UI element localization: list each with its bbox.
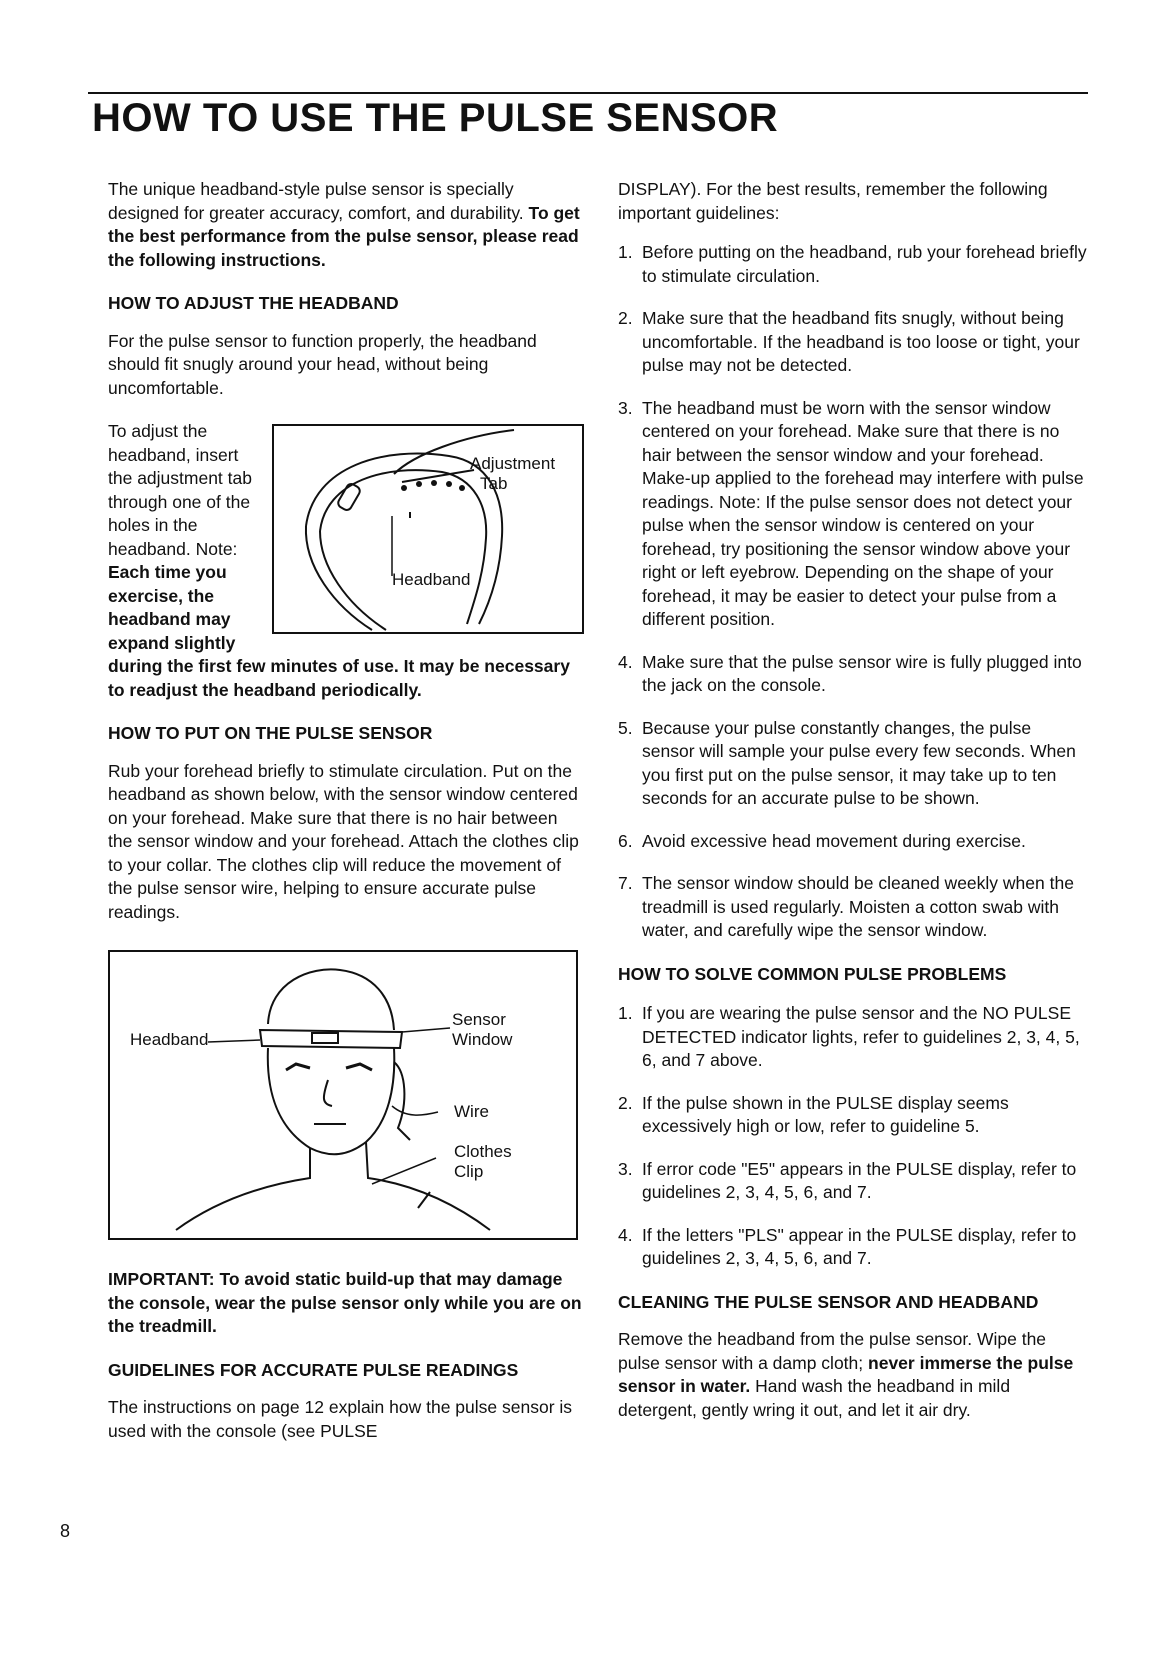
list-item: 4. If the letters "PLS" appear in the PULSE display, refer to guidelines 2, 3, 4, 5, 6, and 7.	[618, 1224, 1077, 1268]
list-item: 7. The sensor window should be cleaned weekly when the treadmill is used regularly. Moisten a cotton swab with water, and carefully wipe the sensor window.	[618, 873, 1074, 940]
page-title: HOW TO USE THE PULSE SENSOR	[92, 96, 779, 140]
adjust-figure-block	[108, 420, 584, 702]
page-number: 8	[60, 1521, 71, 1541]
guidelines-intro: The instructions on page 12 explain how the pulse sensor is used with the console (see PULSE	[108, 1397, 573, 1441]
put-on-paragraph: Rub your forehead briefly to stimulate circulation. Put on the headband as shown below, with the sensor window centered on your forehead. Make sure that there is no hair between the sensor window and your forehead. Attach the clothes clip to your collar. The clothes clip will reduce the movement of the pulse sensor wire, helping to ensure accurate pulse readings.	[108, 760, 579, 922]
sensor-wearing-figure	[108, 950, 578, 1240]
intro-text: The unique headband-style pulse sensor is specially designed for greater accuracy, comfort, and durability.	[108, 179, 524, 223]
heading-guidelines: GUIDELINES FOR ACCURATE PULSE READINGS	[108, 1359, 519, 1380]
list-item: 4. Make sure that the pulse sensor wire is fully plugged into the jack on the console.	[618, 651, 1082, 695]
heading-cleaning: CLEANING THE PULSE SENSOR AND HEADBAND	[618, 1291, 1039, 1312]
label-wire: Wire	[454, 1102, 489, 1121]
list-item: 6. Avoid excessive head movement during exercise.	[618, 830, 1026, 851]
cleaning-paragraph	[618, 1328, 1088, 1422]
label-adjustment: Adjustment	[470, 454, 556, 473]
label-tab: Tab	[480, 474, 508, 493]
list-item: 5. Because your pulse constantly changes, the pulse sensor will sample your pulse every few seconds. When you first put on the pulse sensor, it may take up to ten seconds for an accurate pulse to be shown.	[618, 717, 1076, 808]
cleaning-text-2: Hand wash the headband in mild detergent, gently wring it out, and let it air dry.	[618, 1376, 1011, 1420]
label-sensor: Sensor	[452, 1010, 506, 1029]
label-headband: Headband	[392, 570, 471, 589]
list-item: 3. If error code "E5" appears in the PULSE display, refer to guidelines 2, 3, 4, 5, 6, and 7.	[618, 1158, 1077, 1202]
person-with-sensor-illustration	[110, 952, 576, 1238]
adjust-note-bold: Each time you exercise, the headband may expand slightly during the first few minutes of use. It may be necessary to readjust the headband periodically.	[108, 562, 570, 700]
cleaning-warning-bold: never immerse the pulse sensor in water.	[618, 1352, 1074, 1396]
intro-paragraph	[108, 178, 584, 272]
adjust-instructions-text: To adjust the headband, insert the adjustment tab through one of the holes in the headband. Note:	[108, 421, 252, 559]
heading-pulse-problems: HOW TO SOLVE COMMON PULSE PROBLEMS	[618, 963, 1007, 984]
label-headband-2: Headband	[130, 1030, 209, 1049]
list-item: 2. Make sure that the headband fits snugly, without being uncomfortable. If the headband is too loose or tight, your pulse may not be detected.	[618, 308, 1080, 375]
label-clip: Clip	[454, 1162, 484, 1181]
right-column	[618, 178, 1088, 1422]
problems-list	[618, 1002, 1088, 1271]
list-item: 1. If you are wearing the pulse sensor and the NO PULSE DETECTED indicator lights, refer to guidelines 2, 3, 4, 5, 6, and 7 above.	[618, 1003, 1080, 1070]
list-item: 3. The headband must be worn with the sensor window centered on your forehead. Make sure that there is no hair between the sensor window and your forehead. Make-up applied to the forehead may interfere with pulse readings. Note: If the pulse sensor does not detect your pulse when the sensor window is centered on your forehead, try positioning the sensor window above your right or left eyebrow. Depending on the shape of your forehead, it may be easier to detect your pulse from a different position.	[618, 397, 1084, 629]
list-item: 2. If the pulse shown in the PULSE display seems excessively high or low, refer to guideline 5.	[618, 1092, 1009, 1136]
heading-adjust-headband: HOW TO ADJUST THE HEADBAND	[108, 293, 399, 313]
left-column	[108, 178, 584, 1443]
cleaning-text-1: Remove the headband from the pulse sensor. Wipe the pulse sensor with a damp cloth;	[618, 1329, 1047, 1373]
adjust-paragraph: For the pulse sensor to function properly, the headband should fit snugly around your head, without being uncomfortable.	[108, 330, 537, 398]
guidelines-intro-continued: DISPLAY). For the best results, remember the following important guidelines:	[618, 179, 1048, 223]
heading-put-on-sensor: HOW TO PUT ON THE PULSE SENSOR	[108, 723, 433, 743]
guidelines-list	[618, 241, 1088, 943]
title-rule	[88, 92, 1088, 94]
intro-bold-text: To get the best performance from the pulse sensor, please read the following instructions.	[108, 202, 580, 270]
headband-adjustment-figure	[272, 424, 584, 634]
list-item: 1. Before putting on the headband, rub your forehead briefly to stimulate circulation.	[618, 242, 1087, 286]
important-warning: IMPORTANT: To avoid static build-up that may damage the console, wear the pulse sensor only while you are on the treadmill.	[108, 1269, 582, 1336]
label-window: Window	[452, 1030, 513, 1049]
label-clothes: Clothes	[454, 1142, 512, 1161]
